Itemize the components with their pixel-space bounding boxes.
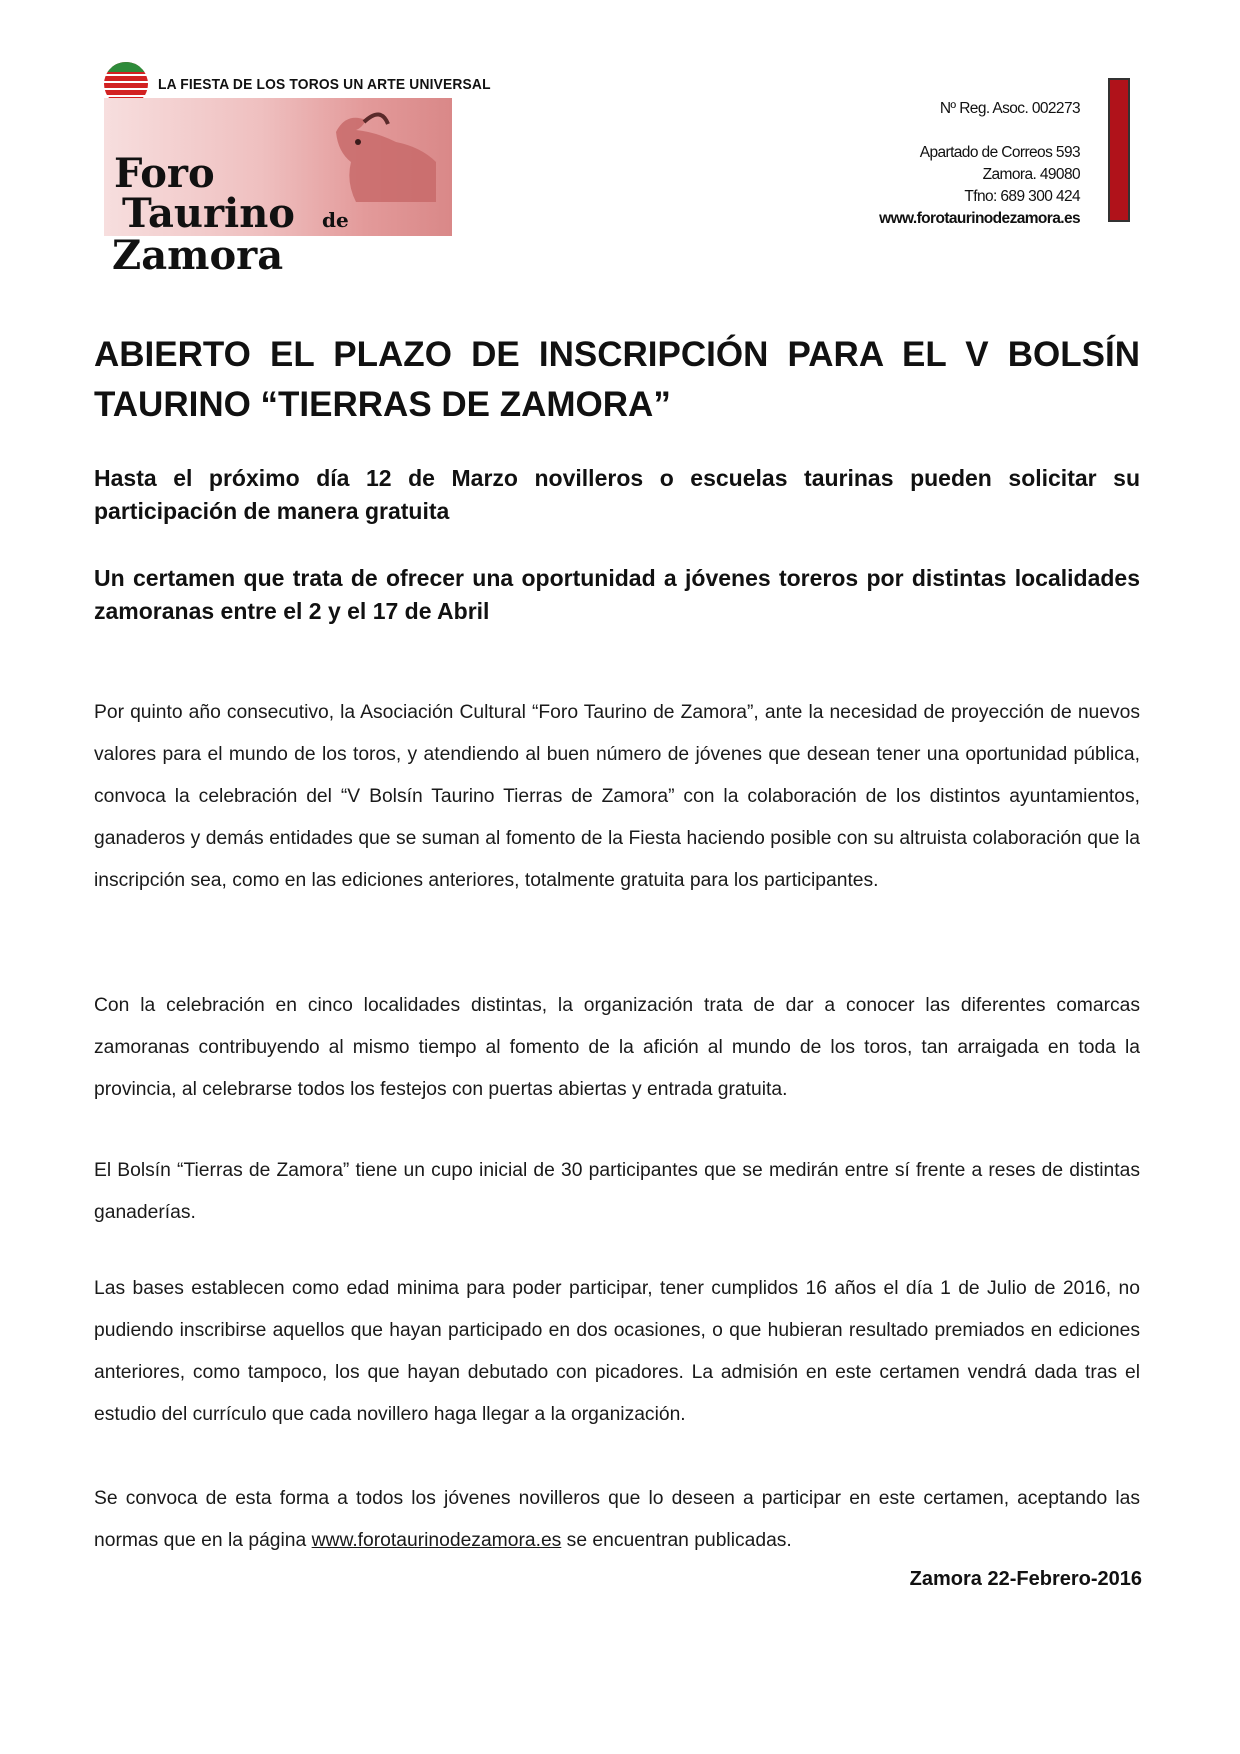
phone-number: Tfno: 689 300 424 [964,188,1080,205]
headline: ABIERTO EL PLAZO DE INSCRIPCIÓN PARA EL V BOLSÍN TAURINO “TIERRAS DE ZAMORA” [94,335,1140,424]
body-paragraph-3: El Bolsín “Tierras de Zamora” tiene un cupo inicial de 30 participantes que se medirán entre sí frente a reses de distintas ganaderías. [94,1160,1140,1223]
accent-bar [1108,78,1130,222]
address-block [879,98,1080,230]
body-paragraph-2: Con la celebración en cinco localidades distintas, la organización trata de dar a conocer las diferentes comarcas zamoranas contribuyendo al mismo tiempo al fomento de la afición al mundo de los toros, tan arraigada en toda la provincia, al celebrarse todos los festejos con puertas abiertas y entrada gratuita. [94,995,1140,1100]
subheadline-2: Un certamen que trata de ofrecer una oportunidad a jóvenes toreros por distintas localidades zamoranas entre el 2 y el 17 de Abril [94,565,1140,624]
logo-word-foro: Foro [114,150,215,197]
website-url[interactable]: www.forotaurinodezamora.es [879,210,1080,227]
subheadline-1: Hasta el próximo día 12 de Marzo novilleros o escuelas taurinas pueden solicitar su participación de manera gratuita [94,465,1140,524]
website-link[interactable]: www.forotaurinodezamora.es [311,1530,562,1551]
po-box: Apartado de Correos 593 [919,144,1080,161]
city-postcode: Zamora. 49080 [982,166,1080,183]
body-paragraph-1: Por quinto año consecutivo, la Asociación Cultural “Foro Taurino de Zamora”, ante la necesidad de proyección de nuevos valores para el mundo de los toros, y atendiendo al buen número de jóvenes que desean tener una oportunidad pública, convoca la celebración del “V Bolsín Taurino Tierras de Zamora” con la colaboración de los distintos ayuntamientos, ganaderos y demás entidades que se suman al fomento de la Fiesta haciendo posible con su altruista colaboración que la inscripción sea, como en las ediciones anteriores, totalmente gratuita para los participantes. [94,702,1140,891]
logo-tagline: LA FIESTA DE LOS TOROS UN ARTE UNIVERSAL [158,76,491,93]
paragraph-text: Se convoca de esta forma a todos los jóvenes novilleros que lo deseen a participar en este certamen, aceptando las normas que en la página [94,1488,1140,1551]
logo-word-taurino: Taurino [122,190,295,237]
registration-number: Nº Reg. Asoc. 002273 [939,100,1080,117]
logo-panel [104,98,452,279]
bull-icon [326,102,446,202]
paragraph-text-end: se encuentran publicadas. [561,1530,792,1551]
logo-word-de: de [322,208,349,232]
foro-taurino-logo [104,58,491,279]
body-paragraph-4: Las bases establecen como edad minima para poder participar, tener cumplidos 16 años el día 1 de Julio de 2016, no pudiendo inscribirse aquellos que hayan participado en dos ocasiones, o que hubieran resultado premiados en ediciones anteriores, como tampoco, los que hayan debutado con picadores. La admisión en este certamen vendrá dada tras el estudio del currículo que cada novillero haga llegar a la organización. [94,1278,1140,1425]
logo-word-zamora: Zamora [112,232,284,279]
dateline: Zamora 22-Febrero-2016 [909,1568,1142,1590]
body-paragraph-5 [94,1478,1140,1562]
